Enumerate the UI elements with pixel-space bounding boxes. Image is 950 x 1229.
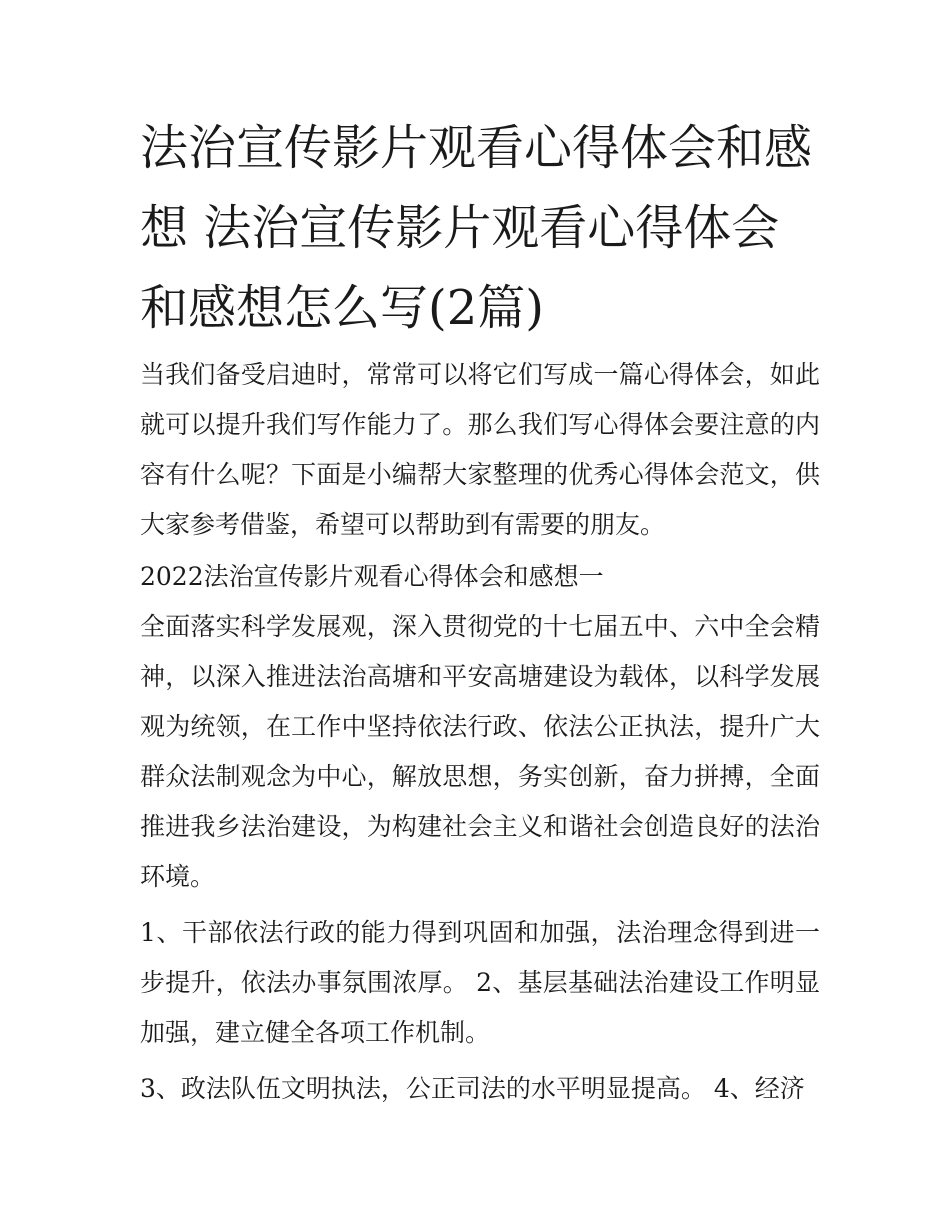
body-paragraph-3: 3、政法队伍文明执法，公正司法的水平明显提高。 4、经济	[140, 1074, 805, 1103]
intro-paragraph: 当我们备受启迪时，常常可以将它们写成一篇心得体会，如此就可以提升我们写作能力了。那么我们写心得体会要注意的内容有什么呢？下面是小编帮大家整理的优秀心得体会范文，供大家参考借鉴，希望可以帮助到有需要的朋友。	[140, 360, 820, 539]
body-paragraph-2: 1、干部依法行政的能力得到巩固和加强，法治理念得到进一步提升，依法办事氛围浓厚。 2、基层基础法治建设工作明显加强，建立健全各项工作机制。	[140, 918, 820, 1047]
document-title: 法治宣传影片观看心得体会和感想 法治宣传影片观看心得体会和感想怎么写(2篇)	[140, 120, 813, 336]
section-heading: 2022法治宣传影片观看心得体会和感想一	[140, 562, 604, 591]
body-paragraph-1: 全面落实科学发展观，深入贯彻党的十七届五中、六中全会精神，以深入推进法治高塘和平安高塘建设为载体，以科学发展观为统领，在工作中坚持依法行政、依法公正执法，提升广大群众法制观念为中心，解放思想，务实创新，奋力拼搏，全面推进我乡法治建设，为构建社会主义和谐社会创造良好的法治环境。	[140, 612, 820, 891]
document-page	[140, 108, 820, 1114]
